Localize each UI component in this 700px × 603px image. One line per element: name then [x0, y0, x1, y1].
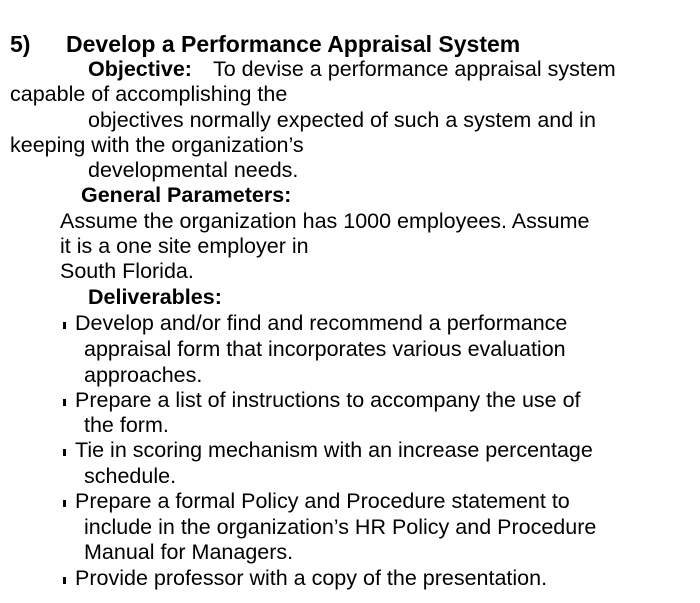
general-parameters-label: General Parameters:: [81, 183, 292, 207]
general-parameters-line: Assume the organization has 1000 employees. Assume: [60, 209, 590, 233]
general-parameters-line: South Florida.: [60, 259, 194, 283]
deliverable-line: Develop and/or find and recommend a performance: [75, 311, 568, 335]
bullet-icon: [63, 449, 66, 456]
deliverable-line: Tie in scoring mechanism with an increase percentage: [75, 438, 593, 462]
deliverable-line: approaches.: [84, 363, 203, 387]
deliverable-line: Prepare a formal Policy and Procedure statement to: [75, 489, 570, 513]
deliverables-label: Deliverables:: [88, 285, 222, 309]
general-parameters-line: it is a one site employer in: [60, 234, 309, 258]
section-number: 5): [10, 31, 31, 57]
objective-label: Objective:: [88, 57, 192, 81]
objective-text-line: keeping with the organization’s: [10, 133, 304, 157]
section-title: Develop a Performance Appraisal System: [66, 31, 521, 57]
deliverable-line: Provide professor with a copy of the presentation.: [75, 566, 548, 590]
bullet-icon: [63, 577, 66, 584]
objective-text-line: To devise a performance appraisal system: [213, 57, 616, 81]
bullet-icon: [63, 500, 66, 507]
deliverable-line: Manual for Managers.: [84, 540, 294, 564]
deliverable-line: appraisal form that incorporates various evaluation: [84, 337, 566, 361]
objective-text-line: developmental needs.: [88, 158, 299, 182]
deliverable-line: the form.: [84, 413, 169, 437]
deliverable-line: include in the organization’s HR Policy and Procedure: [84, 515, 597, 539]
objective-text-line: objectives normally expected of such a system and in: [88, 108, 596, 132]
bullet-icon: [63, 322, 66, 329]
bullet-icon: [63, 399, 66, 406]
objective-text-line: capable of accomplishing the: [10, 82, 288, 106]
deliverable-line: Prepare a list of instructions to accompany the use of: [75, 388, 581, 412]
deliverable-line: schedule.: [84, 464, 177, 488]
